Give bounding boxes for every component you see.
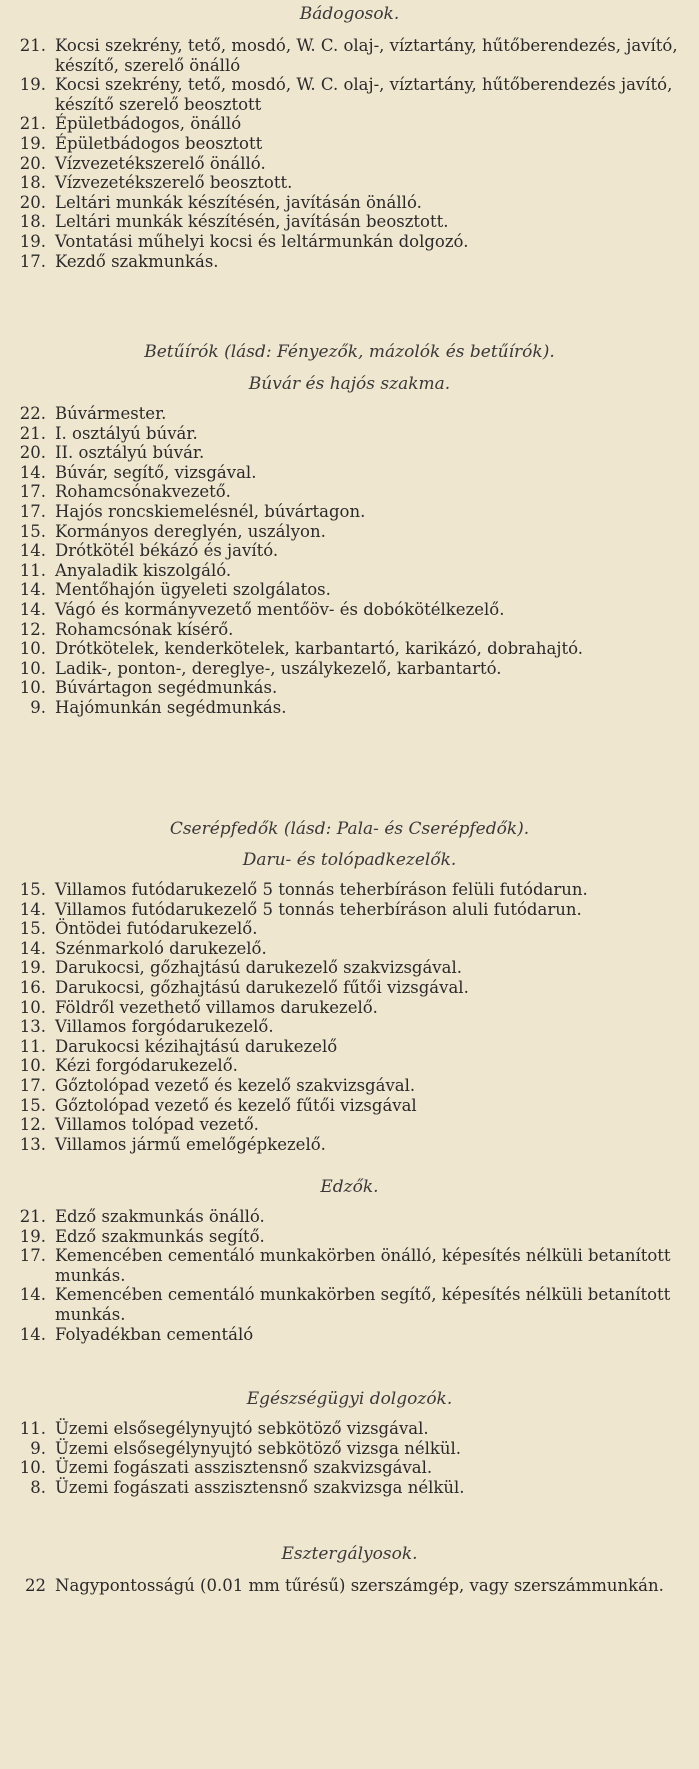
rate-number: 21. (19, 423, 46, 443)
list-item (0, 580, 699, 600)
item-text: Szénmarkoló darukezelő. (55, 938, 267, 958)
rate-number: 21. (19, 1207, 46, 1226)
rate-number: 14. (19, 938, 46, 958)
list-item (0, 1037, 699, 1057)
section-heading: Esztergályosok. (281, 1544, 418, 1564)
rate-number: 14. (19, 541, 46, 561)
list-item (0, 424, 699, 444)
list-item (0, 443, 699, 463)
list-item (0, 1419, 699, 1439)
list-item (0, 1478, 699, 1498)
item-text: Épületbádogos, önálló (55, 114, 242, 134)
item-text: Rohamcsónak kísérő. (55, 619, 234, 639)
item-text: II. osztályú búvár. (55, 443, 205, 463)
item-text: Edző szakmunkás önálló. (55, 1207, 265, 1226)
list-item (0, 193, 699, 213)
rate-number: 8. (30, 1477, 46, 1497)
item-text: Vágó és kormányvezető mentőöv- és dobókötélkezelő. (55, 599, 505, 619)
item-text: Rohamcsónakvezető. (55, 482, 231, 502)
item-text: Kemencében cementáló munkakörben segítő, képesítés nélküli betanított munkás. (55, 1285, 671, 1324)
item-text: Folyadékban cementáló (55, 1324, 254, 1344)
rate-number: 10. (19, 639, 46, 659)
section-heading: Daru- és tolópadkezelők. (242, 850, 457, 870)
rate-number: 20. (19, 192, 46, 212)
item-text: Hajómunkán segédmunkás. (55, 697, 287, 717)
list-item (0, 880, 699, 900)
list-item (0, 154, 699, 174)
rate-number: 17. (19, 1075, 46, 1095)
rate-number: 18. (19, 173, 46, 193)
item-text: Edző szakmunkás segítő. (55, 1226, 265, 1246)
list-item (0, 978, 699, 998)
rate-number: 19. (19, 133, 46, 153)
section-esztergalyosok (0, 1542, 699, 1596)
item-text: Leltári munkák készítésén, javításán önálló. (55, 192, 422, 212)
list-item (0, 252, 699, 272)
item-text: Vontatási műhelyi kocsi és leltármunkán dolgozó. (55, 231, 469, 251)
item-text: Vízvezetékszerelő beosztott. (55, 173, 293, 193)
rate-number: 21. (19, 36, 46, 55)
rate-number: 10. (19, 1458, 46, 1478)
list-item (0, 1325, 699, 1345)
rate-number: 20. (19, 443, 46, 463)
section-heading: Bádogosok. (299, 4, 400, 24)
rate-number: 9. (30, 697, 46, 717)
list-item (0, 659, 699, 679)
item-text: Villamos tolópad vezető. (55, 1115, 259, 1135)
section-heading: Cserépfedők (lásd: Pala- és Cserépfedők). (169, 819, 530, 839)
item-text: I. osztályú búvár. (55, 423, 198, 443)
item-text: Búvártagon segédmunkás. (55, 678, 278, 698)
item-text: Villamos forgódarukezelő. (55, 1017, 274, 1037)
list-item (0, 1207, 699, 1227)
section-cserepfedok (0, 817, 699, 841)
rate-number: 12. (19, 619, 46, 639)
list-item (0, 1227, 699, 1247)
list-item (0, 1115, 699, 1135)
list-item (0, 639, 699, 659)
list-item (0, 998, 699, 1018)
rate-number: 15. (19, 880, 46, 899)
list-item (0, 1076, 699, 1096)
section-daru (0, 848, 699, 1154)
list-item (0, 678, 699, 698)
item-text: Mentőhajón ügyeleti szolgálatos. (55, 580, 331, 600)
list-item (0, 482, 699, 502)
list-item (0, 958, 699, 978)
list-item (0, 561, 699, 581)
item-text: Kocsi szekrény, tető, mosdó, W. C. olaj-, víztartány, hűtőberendezés, javító, készítő, szerelő önálló (55, 36, 678, 75)
item-text: Üzemi fogászati asszisztensnő szakvizsga nélkül. (55, 1477, 465, 1497)
rate-number: 19. (19, 75, 46, 95)
rate-number: 15. (19, 1095, 46, 1115)
rate-number: 14. (19, 1285, 46, 1305)
section-heading: Betűírók (lásd: Fényezők, mázolók és betűírók). (144, 342, 555, 362)
rate-number: 21. (19, 114, 46, 134)
rate-number: 13. (19, 1134, 46, 1154)
list-item (0, 919, 699, 939)
list-item (0, 1285, 699, 1324)
list-item (0, 114, 699, 134)
section-edzok (0, 1175, 699, 1344)
rate-number: 10. (19, 678, 46, 698)
rate-number: 12. (19, 1115, 46, 1135)
item-text: Kormányos dereglyén, uszályon. (55, 521, 326, 541)
section-buvar (0, 372, 699, 718)
rate-number: 14. (19, 599, 46, 619)
item-text: Villamos futódarukezelő 5 tonnás teherbíráson felüli futódarun. (55, 880, 588, 899)
section-betuirok (0, 340, 699, 364)
rate-number: 11. (19, 1419, 46, 1438)
item-text: Nagypontosságú (0.01 mm tűrésű) szerszámgép, vagy szerszámmunkán. (55, 1576, 664, 1595)
rate-number: 17. (19, 501, 46, 521)
rate-number: 14. (19, 899, 46, 919)
list-item (0, 1135, 699, 1155)
item-text: Anyaladik kiszolgáló. (55, 560, 232, 580)
rate-number: 19. (19, 231, 46, 251)
list-item (0, 232, 699, 252)
rate-number: 22 (25, 1576, 46, 1595)
item-text: Drótkötél békázó és javító. (55, 541, 279, 561)
rate-number: 10. (19, 658, 46, 678)
rate-number: 17. (19, 482, 46, 502)
rate-number: 15. (19, 521, 46, 541)
rate-number: 10. (19, 997, 46, 1017)
rate-number: 19. (19, 1226, 46, 1246)
list-item (0, 939, 699, 959)
list-item (0, 463, 699, 483)
list-item (0, 1458, 699, 1478)
list-item (0, 134, 699, 154)
list-item (0, 502, 699, 522)
list-item (0, 173, 699, 193)
list-item (0, 522, 699, 542)
item-text: Kocsi szekrény, tető, mosdó, W. C. olaj-, víztartány, hűtőberendezés javító, készítő szerelő beosztott (55, 75, 673, 114)
section-heading: Egészségügyi dolgozók. (246, 1389, 453, 1409)
list-item (0, 1439, 699, 1459)
item-text: Búvár, segítő, vizsgával. (55, 462, 257, 482)
rate-number: 10. (19, 1056, 46, 1076)
list-item (0, 36, 699, 75)
rate-number: 19. (19, 958, 46, 978)
item-text: Kezdő szakmunkás. (55, 251, 219, 271)
section-heading: Búvár és hajós szakma. (248, 374, 451, 394)
rate-number: 11. (19, 1036, 46, 1056)
item-text: Üzemi elsősegélynyujtó sebkötöző vizsgával. (55, 1419, 429, 1438)
section-badogosok (0, 2, 699, 271)
list-item (0, 75, 699, 114)
item-text: Gőztolópad vezető és kezelő fűtői vizsgával (55, 1095, 417, 1115)
item-text: Kézi forgódarukezelő. (55, 1056, 238, 1076)
list-item (0, 1096, 699, 1116)
item-text: Hajós roncskiemelésnél, búvártagon. (55, 501, 366, 521)
rate-number: 14. (19, 580, 46, 600)
item-text: Vízvezetékszerelő önálló. (55, 153, 266, 173)
item-text: Drótkötelek, kenderkötelek, karbantartó, karikázó, dobrahajtó. (55, 639, 583, 659)
rate-number: 22. (19, 404, 46, 423)
item-text: Villamos futódarukezelő 5 tonnás teherbíráson aluli futódarun. (55, 899, 582, 919)
rate-number: 13. (19, 1017, 46, 1037)
rate-number: 14. (19, 1324, 46, 1344)
list-item (0, 600, 699, 620)
list-item (0, 1246, 699, 1285)
list-item (0, 698, 699, 718)
rate-number: 16. (19, 977, 46, 997)
rate-number: 9. (30, 1438, 46, 1458)
item-text: Épületbádogos beosztott (55, 133, 263, 153)
rate-number: 15. (19, 919, 46, 939)
item-text: Üzemi fogászati asszisztensnő szakvizsgával. (55, 1458, 433, 1478)
section-egeszsegugyi (0, 1387, 699, 1497)
item-text: Öntödei futódarukezelő. (55, 919, 258, 939)
list-item (0, 541, 699, 561)
item-text: Darukocsi, gőzhajtású darukezelő szakvizsgával. (55, 958, 462, 978)
rate-number: 14. (19, 462, 46, 482)
item-text: Gőztolópad vezető és kezelő szakvizsgával. (55, 1075, 416, 1095)
item-text: Villamos jármű emelőgépkezelő. (55, 1134, 326, 1154)
item-text: Darukocsi, gőzhajtású darukezelő fűtői vizsgával. (55, 977, 469, 997)
list-item (0, 1576, 699, 1596)
rate-number: 17. (19, 1246, 46, 1266)
item-text: Kemencében cementáló munkakörben önálló, képesítés nélküli betanított munkás. (55, 1246, 671, 1285)
list-item (0, 620, 699, 640)
item-text: Ladik-, ponton-, dereglye-, uszálykezelő, karbantartó. (55, 658, 502, 678)
list-item (0, 1017, 699, 1037)
item-text: Földről vezethető villamos darukezelő. (55, 997, 378, 1017)
rate-number: 11. (19, 560, 46, 580)
item-text: Búvármester. (55, 404, 167, 423)
list-item (0, 900, 699, 920)
list-item (0, 212, 699, 232)
item-text: Darukocsi kézihajtású darukezelő (55, 1036, 338, 1056)
rate-number: 17. (19, 251, 46, 271)
section-heading: Edzők. (320, 1177, 379, 1197)
item-text: Üzemi elsősegélynyujtó sebkötöző vizsga nélkül. (55, 1438, 462, 1458)
list-item (0, 404, 699, 424)
list-item (0, 1056, 699, 1076)
item-text: Leltári munkák készítésén, javításán beosztott. (55, 212, 449, 232)
rate-number: 20. (19, 153, 46, 173)
rate-number: 18. (19, 212, 46, 232)
